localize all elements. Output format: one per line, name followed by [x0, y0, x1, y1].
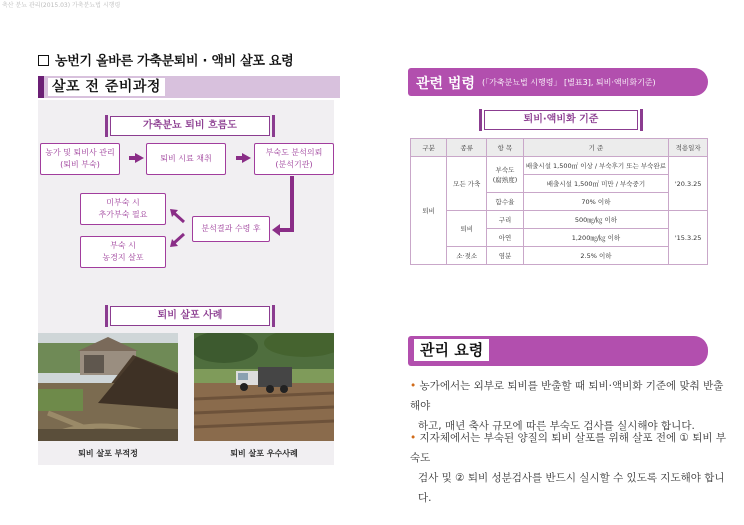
table-cell: 2.5% 이하 — [523, 247, 669, 265]
photo-improper-spreading — [38, 333, 178, 441]
table-cell: 염분 — [487, 247, 523, 265]
table-header: 적용일자 — [669, 139, 708, 157]
arrow-down-left-icon — [168, 232, 188, 248]
table-cell: 70% 이하 — [523, 193, 669, 211]
management-bullet-2 — [410, 428, 730, 508]
bullet-line: • 농가에서는 외부로 퇴비를 반출할 때 퇴비·액비화 기준에 맞춰 반출해야 — [410, 380, 724, 412]
table-cell: 아연 — [487, 229, 523, 247]
criteria-table — [410, 138, 708, 265]
table-header-row — [411, 139, 708, 157]
flow-box-sampling: 퇴비 시료 채취 — [146, 143, 226, 175]
management-bullet-1 — [410, 376, 730, 436]
flow-box-not-composted: 미부숙 시 추가부숙 필요 — [80, 193, 166, 225]
management-title: 관리 요령 — [414, 339, 489, 361]
table-cell: 모든 가축 — [447, 157, 487, 211]
bullet-line: 검사 및 ② 퇴비 성분검사를 반드시 실시할 수 있도록 지도해야 합니다. — [418, 472, 725, 504]
table-cell: 배출시설 1,500㎡ 이상 / 부숙후기 또는 부숙완료 — [523, 157, 669, 175]
table-cell: '15.3.25 — [669, 211, 708, 265]
table-title: 퇴비·액비화 기준 — [484, 110, 638, 130]
law-banner-subtitle: (「가축분뇨법 시행령」 [별표3], 퇴비·액비화기준) — [482, 78, 656, 87]
arrow-right-icon — [135, 153, 144, 163]
law-banner-title: 관련 법령 — [416, 76, 475, 92]
flow-box-composted: 부숙 시 농경지 살포 — [80, 236, 166, 268]
photo1-caption: 퇴비 살포 부적정 — [78, 449, 138, 458]
table-row — [411, 211, 708, 229]
checkbox-square-icon — [38, 55, 49, 66]
table-cell: 퇴비 — [411, 157, 447, 265]
bullet-text: 지자체에서는 부숙된 양질의 퇴비 살포를 위해 살포 전에 ① 퇴비 부숙도 — [410, 432, 727, 464]
photo2-caption: 퇴비 살포 우수사례 — [230, 449, 298, 458]
header-note: 축산 분뇨 관리(2015.03) 가축분뇨법 시행령 — [2, 2, 121, 9]
table-cell: 부숙도 (腐熟度) — [487, 157, 523, 193]
table-cell: 구리 — [487, 211, 523, 229]
table-row — [411, 247, 708, 265]
arrow-right-icon — [242, 153, 251, 163]
flow-box-analysis-request: 부숙도 분석의뢰 (분석기관) — [254, 143, 334, 175]
table-cell: 1,200㎎/㎏ 이하 — [523, 229, 669, 247]
bullet-line: 하고, 매년 축사 규모에 따른 부숙도 검사를 실시해야 합니다. — [418, 420, 695, 432]
left-section-banner — [38, 76, 340, 98]
table-cell: '20.3.25 — [669, 157, 708, 211]
flow-box-result: 분석결과 수령 후 — [192, 216, 270, 242]
management-banner — [408, 336, 708, 366]
table-row — [411, 157, 708, 175]
table-cell: 함수율 — [487, 193, 523, 211]
table-header: 종류 — [447, 139, 487, 157]
table-cell: 500㎎/㎏ 이하 — [523, 211, 669, 229]
examples-title: 퇴비 살포 사례 — [110, 306, 270, 326]
page-title — [38, 50, 293, 69]
table-cell: 퇴비 — [447, 211, 487, 247]
arrow-up-left-icon — [168, 208, 188, 224]
table-cell: 배출시설 1,500㎡ 미만 / 부숙중기 — [523, 175, 669, 193]
flow-box-farm: 농가 및 퇴비사 관리 (퇴비 부숙) — [40, 143, 120, 175]
table-header: 구분 — [411, 139, 447, 157]
law-banner — [408, 68, 708, 96]
table-cell: 소·젖소 — [447, 247, 487, 265]
bullet-text: 농가에서는 외부로 퇴비를 반출할 때 퇴비·액비화 기준에 맞춰 반출해야 — [410, 380, 724, 412]
left-section-title: 살포 전 준비과정 — [48, 78, 165, 96]
page-title-text: 농번기 올바른 가축분퇴비 · 액비 살포 요령 — [55, 54, 294, 69]
bent-arrow-icon — [270, 174, 300, 238]
bullet-line: • 지자체에서는 부숙된 양질의 퇴비 살포를 위해 살포 전에 ① 퇴비 부숙도 — [410, 432, 727, 464]
flow-title: 가축분뇨 퇴비 흐름도 — [110, 116, 270, 136]
photo-good-spreading — [194, 333, 334, 441]
table-header: 항 목 — [487, 139, 523, 157]
table-header: 기 준 — [523, 139, 669, 157]
